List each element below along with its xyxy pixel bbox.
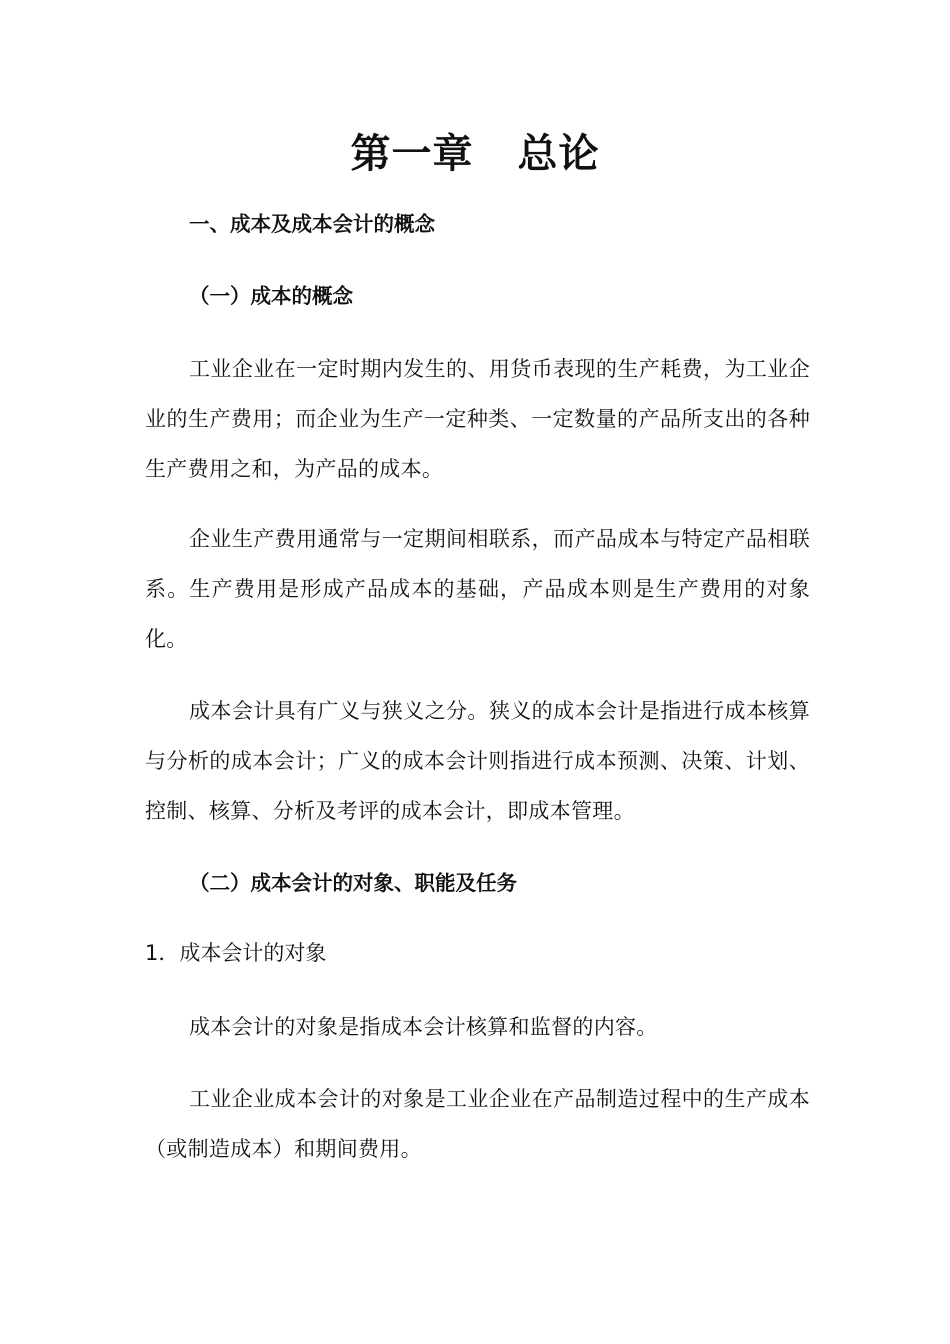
body-paragraph: 成本会计的对象是指成本会计核算和监督的内容。 <box>189 1015 658 1039</box>
body-paragraph: 成本会计具有广义与狭义之分。狭义的成本会计是指进行成本核算与分析的成本会计；广义的成本会计则指进行成本预测、决策、计划、控制、核算、分析及考评的成本会计，即成本管理。 <box>145 699 810 823</box>
body-paragraph: 工业企业在一定时期内发生的、用货币表现的生产耗费，为工业企业的生产费用；而企业为生产一定种类、一定数量的产品所支出的各种生产费用之和，为产品的成本。 <box>145 357 810 481</box>
subsection-heading: （二）成本会计的对象、职能及任务 <box>189 871 517 895</box>
chapter-title-number: 第一章 <box>350 131 474 177</box>
chapter-title-text: 总论 <box>517 131 600 177</box>
chapter-title <box>0 128 950 180</box>
body-paragraph: 工业企业成本会计的对象是工业企业在产品制造过程中的生产成本（或制造成本）和期间费用。 <box>145 1087 810 1161</box>
item-heading: 1．成本会计的对象 <box>145 941 327 965</box>
subsection-heading: （一）成本的概念 <box>189 284 353 308</box>
body-paragraph: 企业生产费用通常与一定期间相联系，而产品成本与特定产品相联系。生产费用是形成产品成本的基础，产品成本则是生产费用的对象化。 <box>145 527 810 651</box>
section-heading: 一、成本及成本会计的概念 <box>189 212 435 236</box>
